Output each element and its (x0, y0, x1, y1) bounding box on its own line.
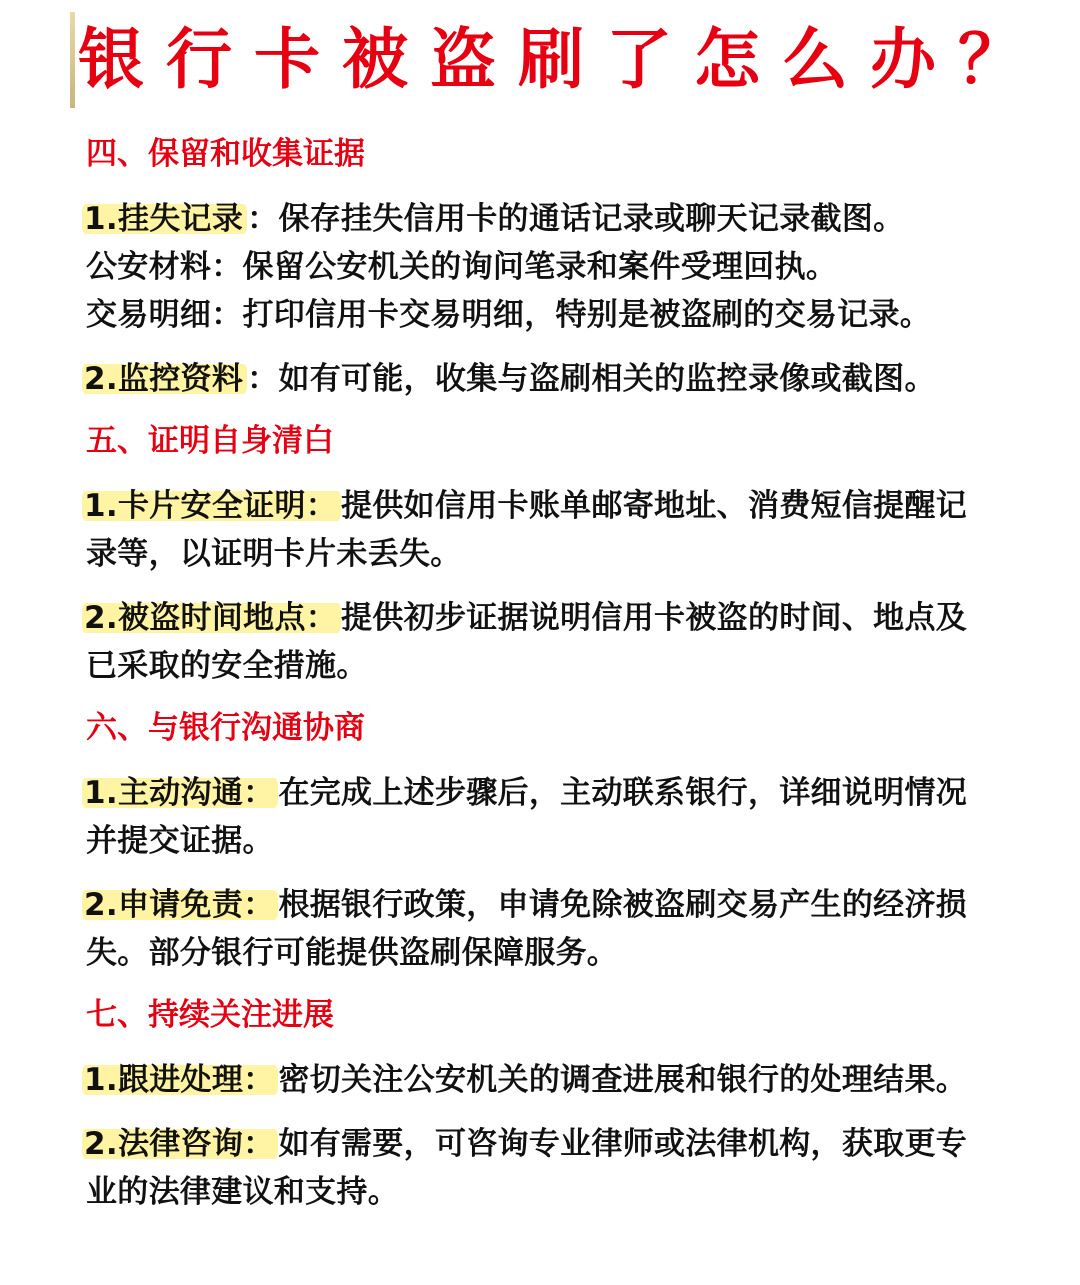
item-label-highlighted: 2.申请免责： (82, 887, 278, 923)
section-follow-progress (86, 993, 996, 1216)
item-text: ：如有可能，收集与盗刷相关的监控录像或截图。 (247, 361, 936, 397)
list-item (86, 482, 996, 578)
item-label-highlighted: 1.主动沟通： (82, 775, 278, 811)
item-label-highlighted: 2.法律咨询： (82, 1126, 278, 1162)
list-item (86, 769, 996, 865)
section-heading: 五、证明自身清白 (86, 423, 334, 459)
list-item (86, 355, 996, 403)
item-label-highlighted: 1.跟进处理： (82, 1062, 278, 1098)
list-item (86, 594, 996, 690)
item-text: 如有需要，可咨询专业律师或法律机构，获取更专业的法律建议和支持。 (86, 1126, 968, 1210)
list-item (86, 291, 996, 339)
item-label: 公安材料 (86, 249, 212, 285)
item-label-highlighted: 1.卡片安全证明： (82, 488, 341, 524)
list-item (86, 195, 996, 243)
item-text: ：打印信用卡交易明细，特别是被盗刷的交易记录。 (211, 297, 932, 333)
item-text: 在完成上述步骤后，主动联系银行，详细说明情况并提交证据。 (86, 775, 968, 859)
section-heading: 七、持续关注进展 (86, 997, 334, 1033)
section-prove-innocence (86, 419, 996, 690)
list-item (86, 243, 996, 291)
item-label-highlighted: 1.挂失记录 (82, 201, 247, 237)
list-item (86, 1056, 996, 1104)
item-text: 根据银行政策，申请免除被盗刷交易产生的经济损失。部分银行可能提供盗刷保障服务。 (86, 887, 968, 971)
list-item (86, 1120, 996, 1216)
section-keep-evidence (86, 132, 996, 403)
list-item (86, 881, 996, 977)
item-text: 提供初步证据说明信用卡被盗的时间、地点及已采取的安全措施。 (86, 600, 968, 684)
item-label: 交易明细 (86, 297, 212, 333)
page-title: 银行卡被盗刷了怎么办？ (78, 21, 1046, 98)
item-text: 提供如信用卡账单邮寄地址、消费短信提醒记录等，以证明卡片未丢失。 (86, 488, 968, 572)
title-accent-bar (70, 12, 75, 108)
section-heading: 六、与银行沟通协商 (86, 710, 365, 746)
article-body (86, 132, 996, 1228)
item-text: ：保存挂失信用卡的通话记录或聊天记录截图。 (247, 201, 905, 237)
section-heading: 四、保留和收集证据 (86, 136, 365, 172)
item-label-highlighted: 2.被盗时间地点： (82, 600, 341, 636)
item-text: 密切关注公安机关的调查进展和银行的处理结果。 (278, 1062, 968, 1098)
item-text: ：保留公安机关的询问笔录和案件受理回执。 (211, 249, 838, 285)
section-negotiate-with-bank (86, 706, 996, 977)
item-label-highlighted: 2.监控资料 (82, 361, 247, 397)
